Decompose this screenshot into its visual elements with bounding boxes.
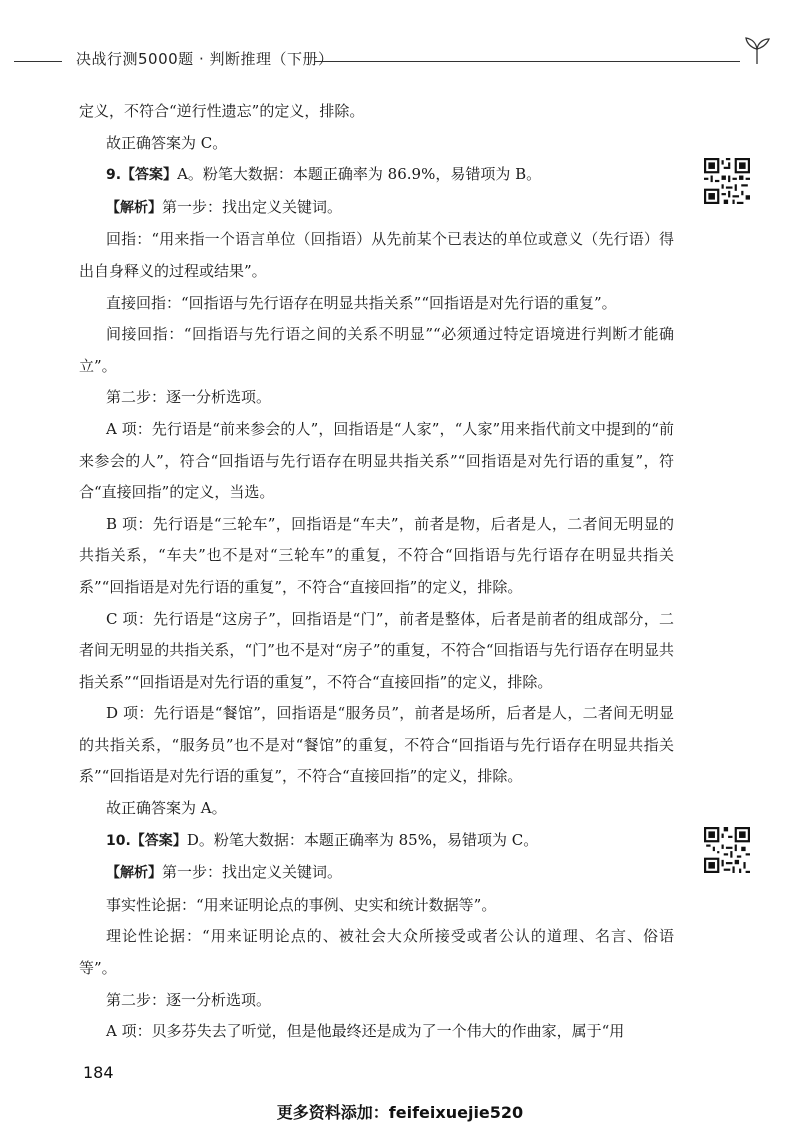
answer-label: 9.【答案】 (106, 167, 178, 184)
answer-line-9 (79, 159, 674, 192)
paragraph: C 项：先行语是“这房子”，回指语是“门”，前者是整体，后者是前者的组成部分，二者间无明显的共指关系，“门”也不是对“房子”的重复，不符合“回指语与先行语存在明显共指关系”“回指语是对先行语的重复”，不符合“直接回指”的定义，排除。 (79, 609, 674, 691)
paragraph: 回指：“用来指一个语言单位（回指语）从先前某个已表达的单位或意义（先行语）得出自身释义的过程或结果”。 (79, 230, 674, 280)
paragraph: 事实性论据：“用来证明论点的事例、史实和统计数据等”。 (106, 895, 497, 914)
header-rule-right (314, 61, 740, 62)
qr-code-icon (704, 158, 750, 204)
paragraph: 定义，不符合“逆行性遗忘”的定义，排除。 (79, 102, 365, 120)
leaf-icon (740, 36, 774, 66)
paragraph: 故正确答案为 A。 (106, 799, 227, 818)
footer-note: 更多资料添加：feifeixuejie520 (276, 1103, 524, 1122)
paragraph: 理论性论据：“用来证明论点的、被社会大众所接受或者公认的道理、名言、俗语等”。 (79, 927, 674, 978)
analysis-line (79, 192, 674, 225)
paragraph: 第二步：逐一分析选项。 (106, 990, 272, 1009)
paragraph: 第二步：逐一分析选项。 (106, 388, 272, 407)
qr-code-icon (704, 827, 750, 873)
header-title: 决战行测5000题 · 判断推理（下册） (76, 50, 334, 68)
analysis-text: 第一步：找出定义关键词。 (162, 197, 343, 216)
paragraph: A 项：贝多芬失去了听觉，但是他最终还是成为了一个伟大的作曲家，属于“用 (106, 1022, 625, 1041)
page-number: 184 (83, 1063, 114, 1082)
answer-text: D。粉笔大数据：本题正确率为 85%，易错项为 C。 (186, 830, 539, 849)
paragraph: B 项：先行语是“三轮车”，回指语是“车夫”，前者是物，后者是人，二者间无明显的共指关系，“车夫”也不是对“三轮车”的重复，不符合“回指语与先行语存在明显共指关系”“回指语是对先行语的重复”，不符合“直接回指”的定义，排除。 (79, 514, 674, 596)
answer-label: 10.【答案】 (106, 832, 187, 849)
paragraph: D 项：先行语是“餐馆”，回指语是“服务员”，前者是场所，后者是人，二者间无明显的共指关系，“服务员”也不是对“餐馆”的重复，不符合“回指语与先行语存在明显共指关系”“回指语是对先行语的重复”，不符合“直接回指”的定义，排除。 (79, 704, 674, 786)
answer-text: A。粉笔大数据：本题正确率为 86.9%，易错项为 B。 (177, 165, 542, 184)
solution-text (79, 96, 674, 1048)
analysis-label: 【解析】 (106, 199, 162, 216)
analysis-text: 第一步：找出定义关键词。 (162, 863, 343, 882)
paragraph: A 项：先行语是“前来参会的人”，回指语是“人家”，“人家”用来指代前文中提到的“前来参会的人”，符合“回指语与先行语存在明显共指关系”“回指语是对先行语的重复”，符合“直接回指”的定义，当选。 (79, 419, 674, 502)
paragraph: 直接回指：“回指语与先行语存在明显共指关系”“回指语是对先行语的重复”。 (106, 293, 617, 312)
running-header (14, 44, 784, 74)
analysis-label: 【解析】 (106, 865, 162, 882)
paragraph: 间接回指：“回指语与先行语之间的关系不明显”“必须通过特定语境进行判断才能确立”。 (79, 325, 674, 375)
analysis-line (79, 857, 674, 890)
header-rule-left (14, 61, 62, 62)
paragraph: 故正确答案为 C。 (106, 133, 228, 152)
answer-line-10 (79, 825, 674, 858)
